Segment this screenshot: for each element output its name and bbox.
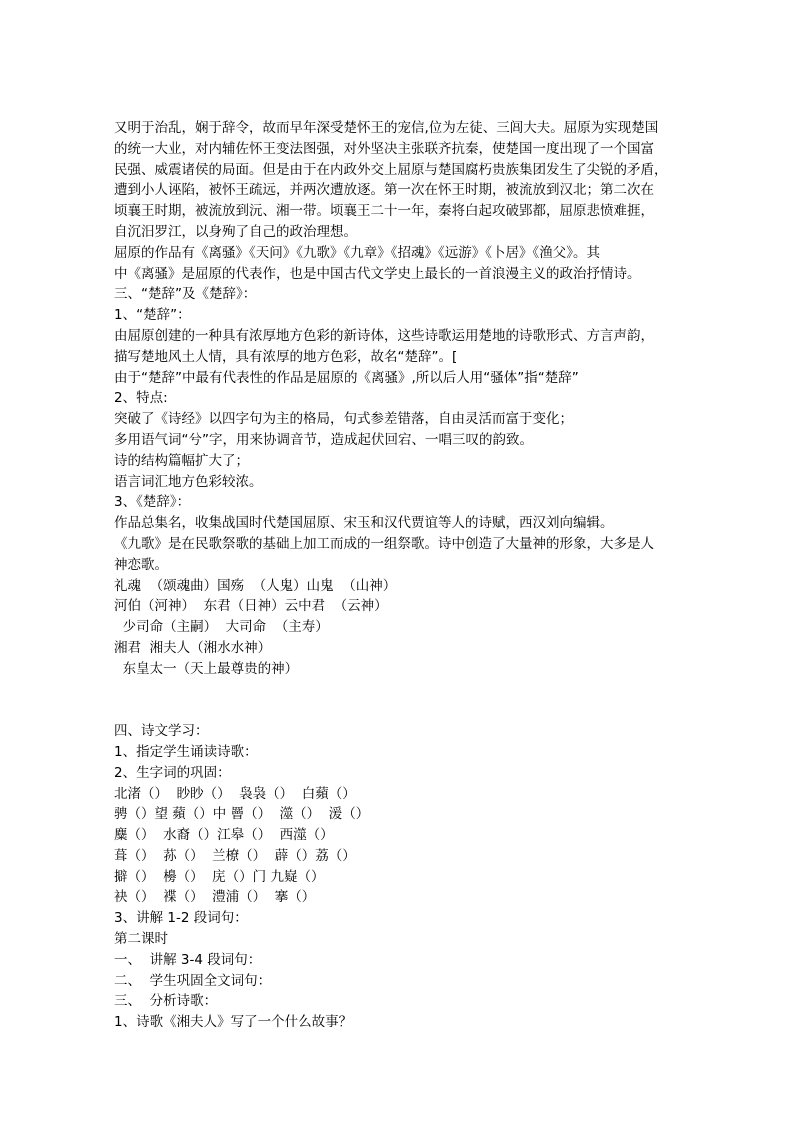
text-line: 四、诗文学习： xyxy=(114,723,209,740)
text-line: 1、指定学生诵读诗歌： xyxy=(114,743,258,760)
text-line: 神恋歌。 xyxy=(114,556,168,573)
text-line: 骋（）望 蘋（）中 罾（） 澨（） 湲（） xyxy=(114,806,370,823)
text-line: 作品总集名，收集战国时代楚国屈原、宋玉和汉代贾谊等人的诗赋，西汉刘向编辑。 xyxy=(114,515,614,532)
text-line: 顷襄王时期，被流放到沅、湘一带。顷襄王二十一年，秦将白起攻破郢都，屈原悲愤难捱， xyxy=(114,203,654,220)
text-line: 屈原的作品有《离骚》《天问》《九歌》《九章》《招魂》《远游》《卜居》《渔父》。其 xyxy=(114,244,600,261)
blank-line xyxy=(114,700,688,721)
text-line: 二、 学生巩固全文词句： xyxy=(114,972,272,989)
text-line: 礼魂 （颂魂曲）国殇 （人鬼）山鬼 （山神） xyxy=(114,577,397,594)
text-line: 三、 分析诗歌： xyxy=(114,993,218,1010)
text-line: 湘君 湘夫人（湘水水神） xyxy=(114,639,272,656)
text-line: 袂（） 褋（） 澧浦（） 搴（） xyxy=(114,889,316,906)
text-line: 2、生字词的巩固： xyxy=(114,764,231,781)
text-line: 三、“楚辞”及《楚辞》： xyxy=(114,286,257,303)
text-line: 3、讲解 1-2 段词句： xyxy=(114,910,248,927)
text-line: 一、 讲解 3-4 段词句： xyxy=(114,951,262,968)
text-line: 由屈原创建的一种具有浓厚地方色彩的新诗体，这些诗歌运用楚地的诗歌形式、方言声韵， xyxy=(114,327,654,344)
text-line: 东皇太一（天上最尊贵的神） xyxy=(114,660,299,677)
text-line: 遭到小人诬陷，被怀王疏远，并两次遭放逐。第一次在怀王时期，被流放到汉北；第二次在 xyxy=(114,182,654,199)
text-line: 诗的结构篇幅扩大了； xyxy=(114,452,249,469)
document-body xyxy=(114,118,688,1033)
text-line: 《九歌》是在民歌祭歌的基础上加工而成的一组祭歌。诗中创造了大量神的形象，大多是人 xyxy=(114,535,654,552)
text-line: 河伯（河神） 东君（日神）云中君 （云神） xyxy=(114,598,388,615)
text-line: 突破了《诗经》以四字句为主的格局，句式参差错落，自由灵活而富于变化； xyxy=(114,411,573,428)
text-line: 自沉汨罗江，以身殉了自己的政治理想。 xyxy=(114,223,357,240)
text-line: 语言词汇地方色彩较浓。 xyxy=(114,473,263,490)
text-line: 由于“楚辞”中最有代表性的作品是屈原的《离骚》,所以后人用“骚体”指“楚辞” xyxy=(114,369,579,386)
text-line: 1、“楚辞”： xyxy=(114,307,191,324)
text-line: 1、诗歌《湘夫人》写了一个什么故事？ xyxy=(114,1014,353,1031)
text-line: 又明于治乱，娴于辞令，故而早年深受楚怀王的宠信,位为左徒、三闾大夫。屈原为实现楚国 xyxy=(114,120,659,136)
text-line: 描写楚地风土人情，具有浓厚的地方色彩，故名“楚辞”。[ xyxy=(114,348,458,365)
text-line: 葺（） 荪（） 兰橑（） 薜（）荔（） xyxy=(114,847,356,864)
text-line: 中《离骚》是屈原的代表作，也是中国古代文学史上最长的一首浪漫主义的政治抒情诗。 xyxy=(114,265,641,282)
text-line: 第二课时 xyxy=(114,931,168,948)
text-line: 的统一大业，对内辅佐怀王变法图强，对外坚决主张联齐抗秦，使楚国一度出现了一个国富 xyxy=(114,140,654,157)
text-line: 2、特点: xyxy=(114,390,168,407)
text-line: 民强、威震诸侯的局面。但是由于在内政外交上屈原与楚国腐朽贵族集团发生了尖锐的矛盾， xyxy=(114,161,668,178)
text-line: 擗（） 櫋（） 庑（）门 九嶷（） xyxy=(114,868,325,885)
text-line: 3、《楚辞》： xyxy=(114,494,191,511)
text-line: 北渚（） 眇眇（） 袅袅（） 白蘋（） xyxy=(114,785,356,802)
text-line: 少司命（主嗣） 大司命 （主寿） xyxy=(114,619,329,636)
text-line: 麋（） 水裔（）江皋（） 西澨（） xyxy=(114,827,334,844)
text-line: 多用语气词“兮”字，用来协调音节，造成起伏回宕、一唱三叹的韵致。 xyxy=(114,431,533,448)
blank-line xyxy=(114,680,688,701)
